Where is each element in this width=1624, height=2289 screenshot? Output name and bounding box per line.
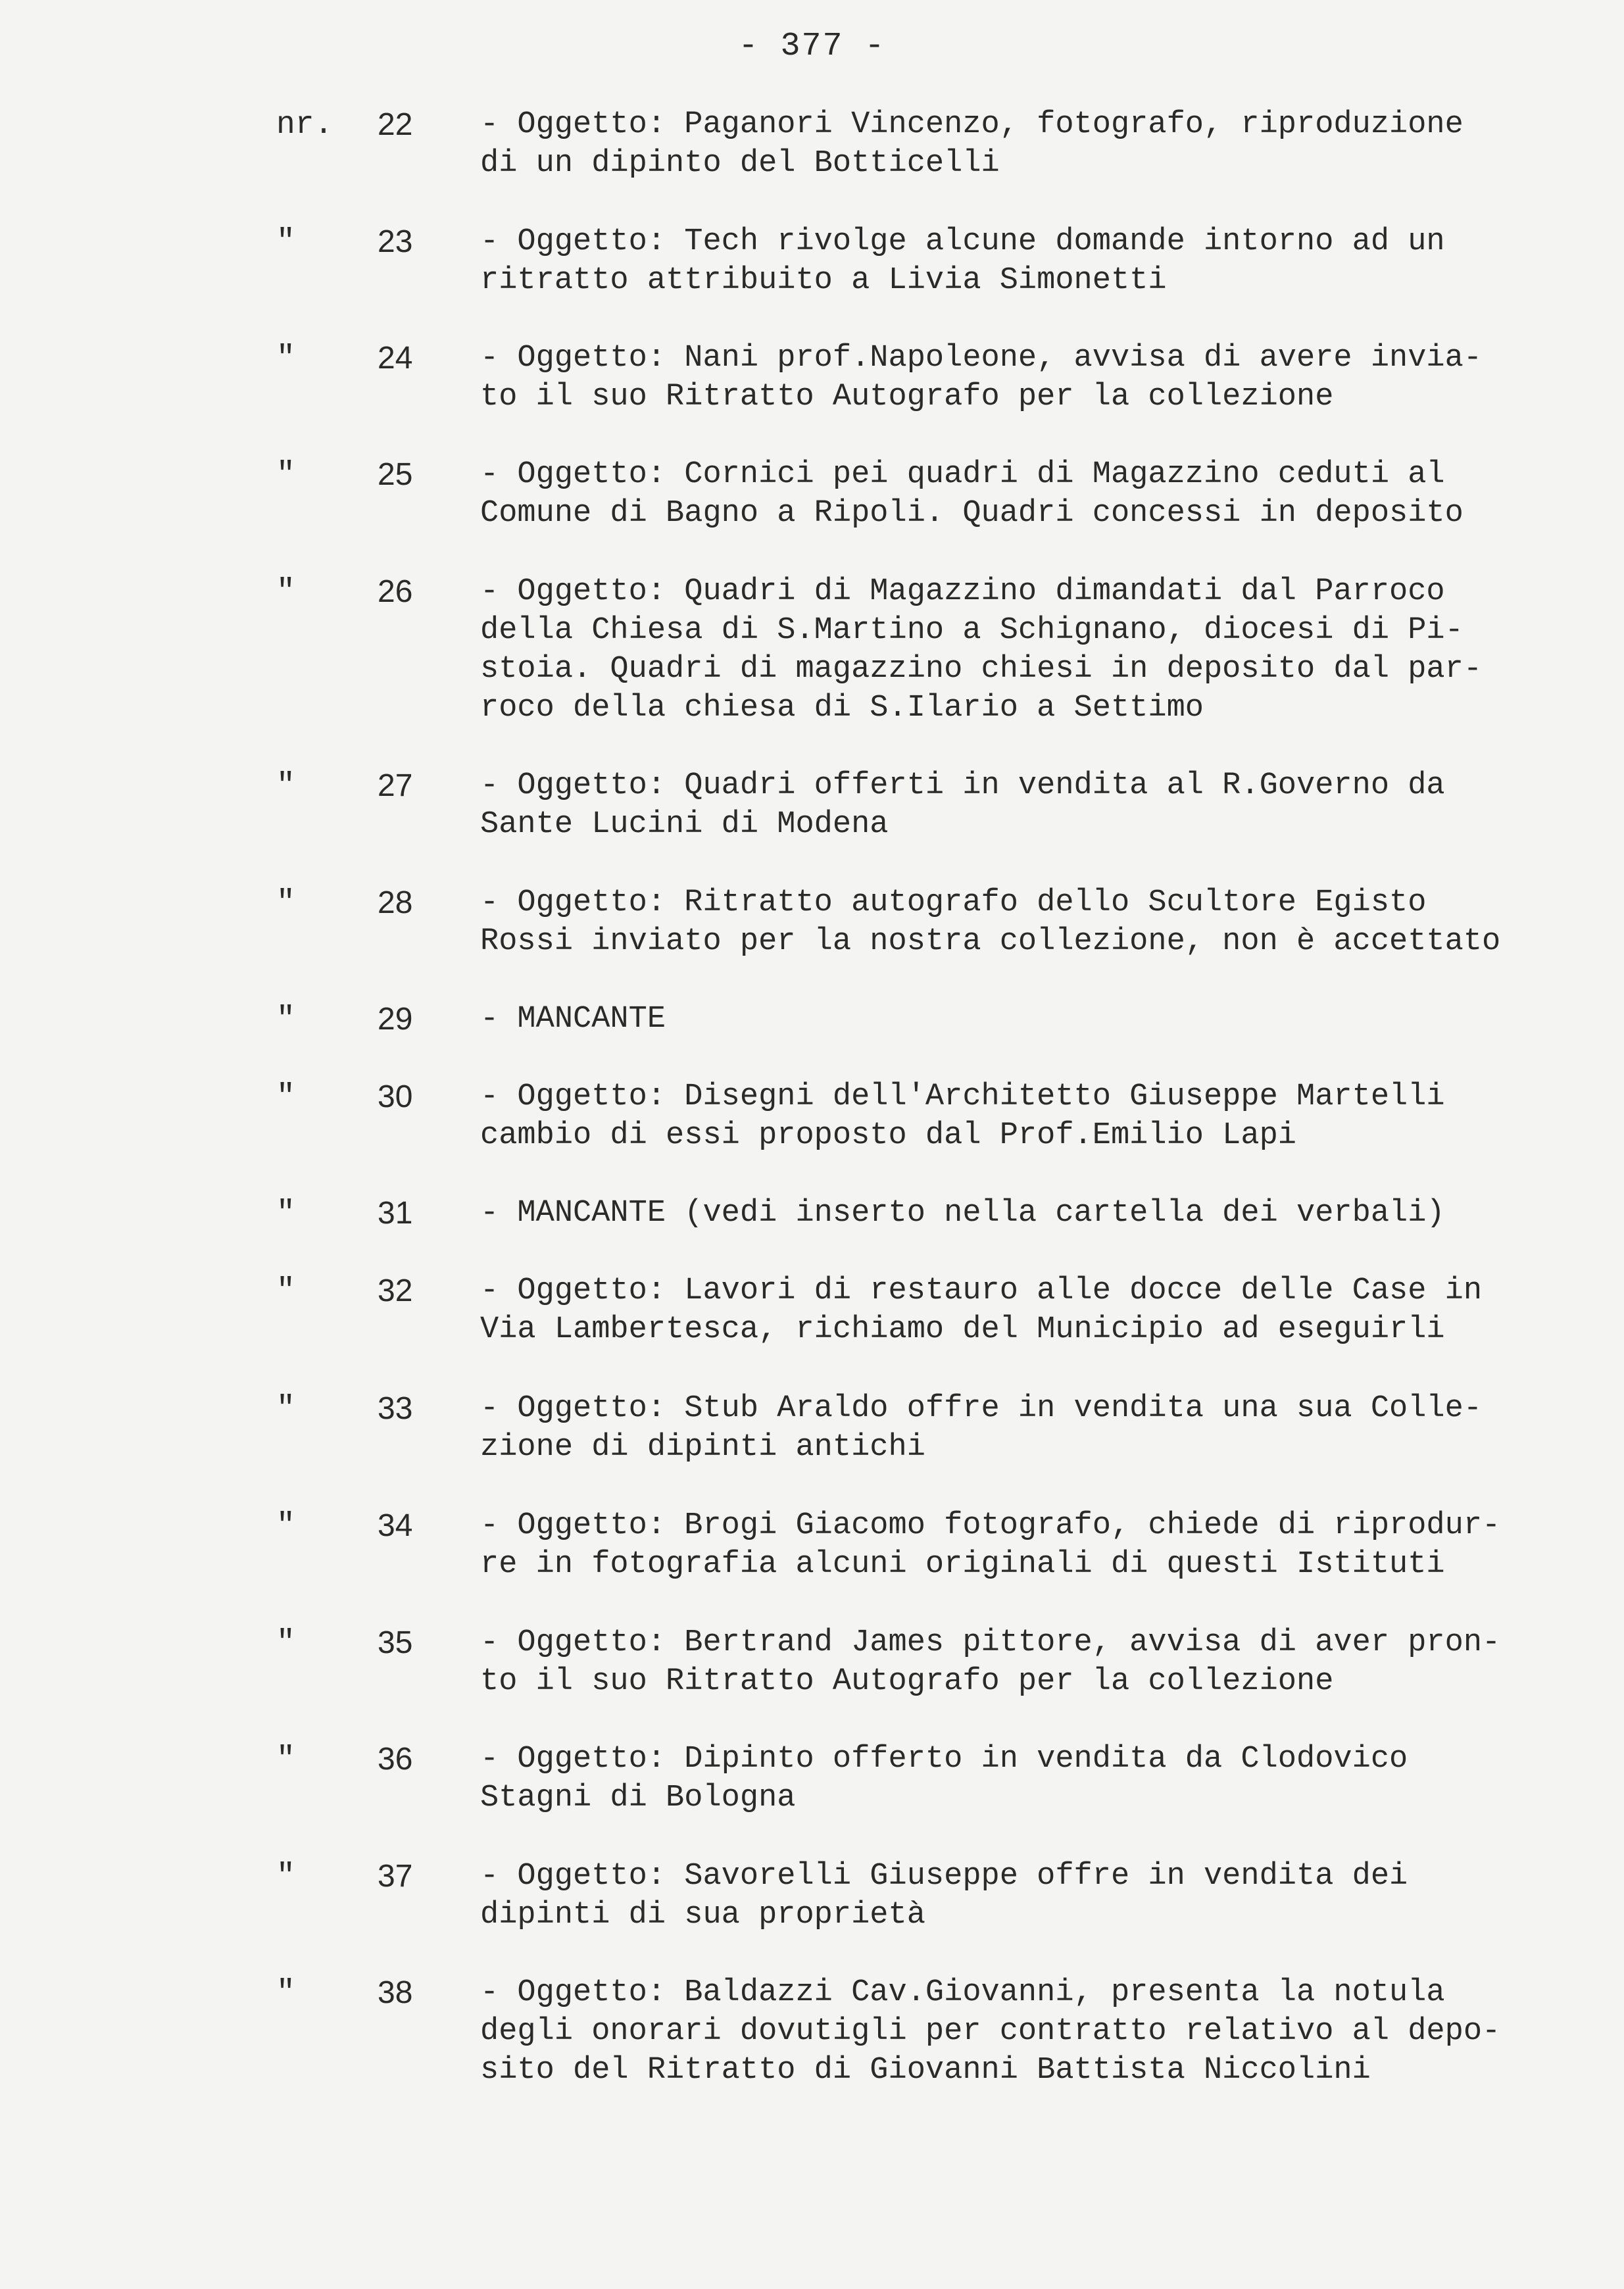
entry-number: 31 [378, 1196, 413, 1231]
entry-prefix: " [276, 1975, 295, 2011]
entry-text-line: - MANCANTE [480, 1002, 666, 1037]
entry-text [480, 1857, 1585, 1934]
entry-prefix: " [276, 1196, 295, 1231]
entry-text [480, 222, 1585, 300]
entry-text [480, 1271, 1585, 1349]
entry-text-line: Via Lambertesca, richiamo del Municipio ad eseguirli [480, 1312, 1445, 1347]
entry-text-line: - Oggetto: Tech rivolge alcune domande intorno ad un [480, 224, 1445, 259]
entry-number: 36 [378, 1742, 413, 1777]
entry-text-line: - Oggetto: Disegni dell'Architetto Giuseppe Martelli [480, 1079, 1445, 1114]
entry-text-line: ritratto attribuito a Livia Simonetti [480, 263, 1167, 298]
entry-text [480, 105, 1585, 183]
entry-text [480, 455, 1585, 533]
entry-text-line: to il suo Ritratto Autografo per la collezione [480, 380, 1334, 414]
entry-text [480, 1389, 1585, 1467]
entry-number: 25 [378, 457, 413, 492]
entry-text-line: cambio di essi proposto dal Prof.Emilio Lapi [480, 1118, 1297, 1153]
entry-prefix: " [276, 1742, 295, 1777]
entry-text-line: di un dipinto del Botticelli [480, 146, 1000, 181]
entry-text [480, 1194, 1585, 1233]
entry-text-line: Stagni di Bologna [480, 1781, 796, 1815]
entry-text-line: - Oggetto: Nani prof.Napoleone, avvisa di avere invia- [480, 341, 1483, 376]
entry-number: 37 [378, 1859, 413, 1894]
entry-prefix: nr. [276, 107, 333, 143]
entry-text [480, 1000, 1585, 1039]
entry-number: 23 [378, 224, 413, 259]
entry-text-line: - MANCANTE (vedi inserto nella cartella dei verbali) [480, 1196, 1445, 1231]
entry-prefix: " [276, 341, 295, 376]
entry-text-line: della Chiesa di S.Martino a Schignano, diocesi di Pi- [480, 613, 1464, 648]
entry-text-line: roco della chiesa di S.Ilario a Settimo [480, 691, 1204, 726]
entry-number: 24 [378, 341, 413, 376]
entry-text-line: degli onorari dovutigli per contratto relativo al depo- [480, 2014, 1501, 2049]
entry-number: 26 [378, 574, 413, 609]
entry-text-line: - Oggetto: Stub Araldo offre in vendita una sua Colle- [480, 1391, 1483, 1426]
entry-prefix: " [276, 457, 295, 493]
entry-text-line: - Oggetto: Dipinto offerto in vendita da Clodovico [480, 1742, 1408, 1777]
entry-number: 22 [378, 107, 413, 142]
entry-text [480, 883, 1585, 961]
entry-prefix: " [276, 1273, 295, 1309]
entry-prefix: " [276, 885, 295, 921]
entry-number: 29 [378, 1002, 413, 1037]
entry-prefix: " [276, 1002, 295, 1037]
entry-prefix: " [276, 1391, 295, 1427]
entry-text-line: - Oggetto: Savorelli Giuseppe offre in vendita dei [480, 1859, 1408, 1894]
entry-number: 32 [378, 1273, 413, 1308]
entry-number: 28 [378, 885, 413, 920]
entry-text [480, 572, 1585, 727]
entry-text [480, 1740, 1585, 1817]
entry-number: 34 [378, 1508, 413, 1543]
entry-text-line: - Oggetto: Paganori Vincenzo, fotografo, riproduzione [480, 107, 1464, 142]
entry-text-line: Rossi inviato per la nostra collezione, non è accettato [480, 924, 1501, 959]
entry-text-line: Comune di Bagno a Ripoli. Quadri concessi in deposito [480, 496, 1464, 531]
entry-text [480, 1623, 1585, 1701]
entry-text-line: - Oggetto: Brogi Giacomo fotografo, chiede di riprodur- [480, 1508, 1501, 1543]
entry-prefix: " [276, 224, 295, 260]
entry-prefix: " [276, 1079, 295, 1115]
entry-text-line: - Oggetto: Baldazzi Cav.Giovanni, presenta la notula [480, 1975, 1445, 2010]
entry-text-line: - Oggetto: Quadri offerti in vendita al R.Governo da [480, 768, 1445, 803]
entry-text-line: sito del Ritratto di Giovanni Battista Niccolini [480, 2053, 1371, 2088]
entry-prefix: " [276, 768, 295, 804]
entry-number: 35 [378, 1625, 413, 1660]
entry-text [480, 766, 1585, 844]
entry-prefix: " [276, 1508, 295, 1544]
entry-text-line: zione di dipinti antichi [480, 1430, 925, 1465]
entry-prefix: " [276, 574, 295, 610]
entry-text-line: - Oggetto: Lavori di restauro alle docce delle Case in [480, 1273, 1483, 1308]
entry-number: 27 [378, 768, 413, 803]
entry-text [480, 1973, 1585, 2090]
entry-text [480, 1506, 1585, 1584]
entry-prefix: " [276, 1859, 295, 1894]
entry-text [480, 1077, 1585, 1155]
entry-prefix: " [276, 1625, 295, 1661]
entry-text-line: dipinti di sua proprietà [480, 1898, 925, 1932]
entry-text-line: stoia. Quadri di magazzino chiesi in deposito dal par- [480, 652, 1483, 687]
entry-text-line: - Oggetto: Cornici pei quadri di Magazzino ceduti al [480, 457, 1445, 492]
entry-text-line: to il suo Ritratto Autografo per la collezione [480, 1664, 1334, 1699]
entry-text-line: - Oggetto: Quadri di Magazzino dimandati dal Parroco [480, 574, 1445, 609]
entry-text-line: - Oggetto: Bertrand James pittore, avvisa di aver pron- [480, 1625, 1501, 1660]
entry-text [480, 339, 1585, 416]
entry-text-line: - Oggetto: Ritratto autografo dello Scultore Egisto [480, 885, 1427, 920]
page-number: - 377 - [738, 28, 886, 65]
entry-number: 33 [378, 1391, 413, 1426]
entry-text-line: re in fotografia alcuni originali di questi Istituti [480, 1547, 1445, 1582]
entry-number: 30 [378, 1079, 413, 1114]
entry-number: 38 [378, 1975, 413, 2010]
entry-text-line: Sante Lucini di Modena [480, 807, 889, 842]
